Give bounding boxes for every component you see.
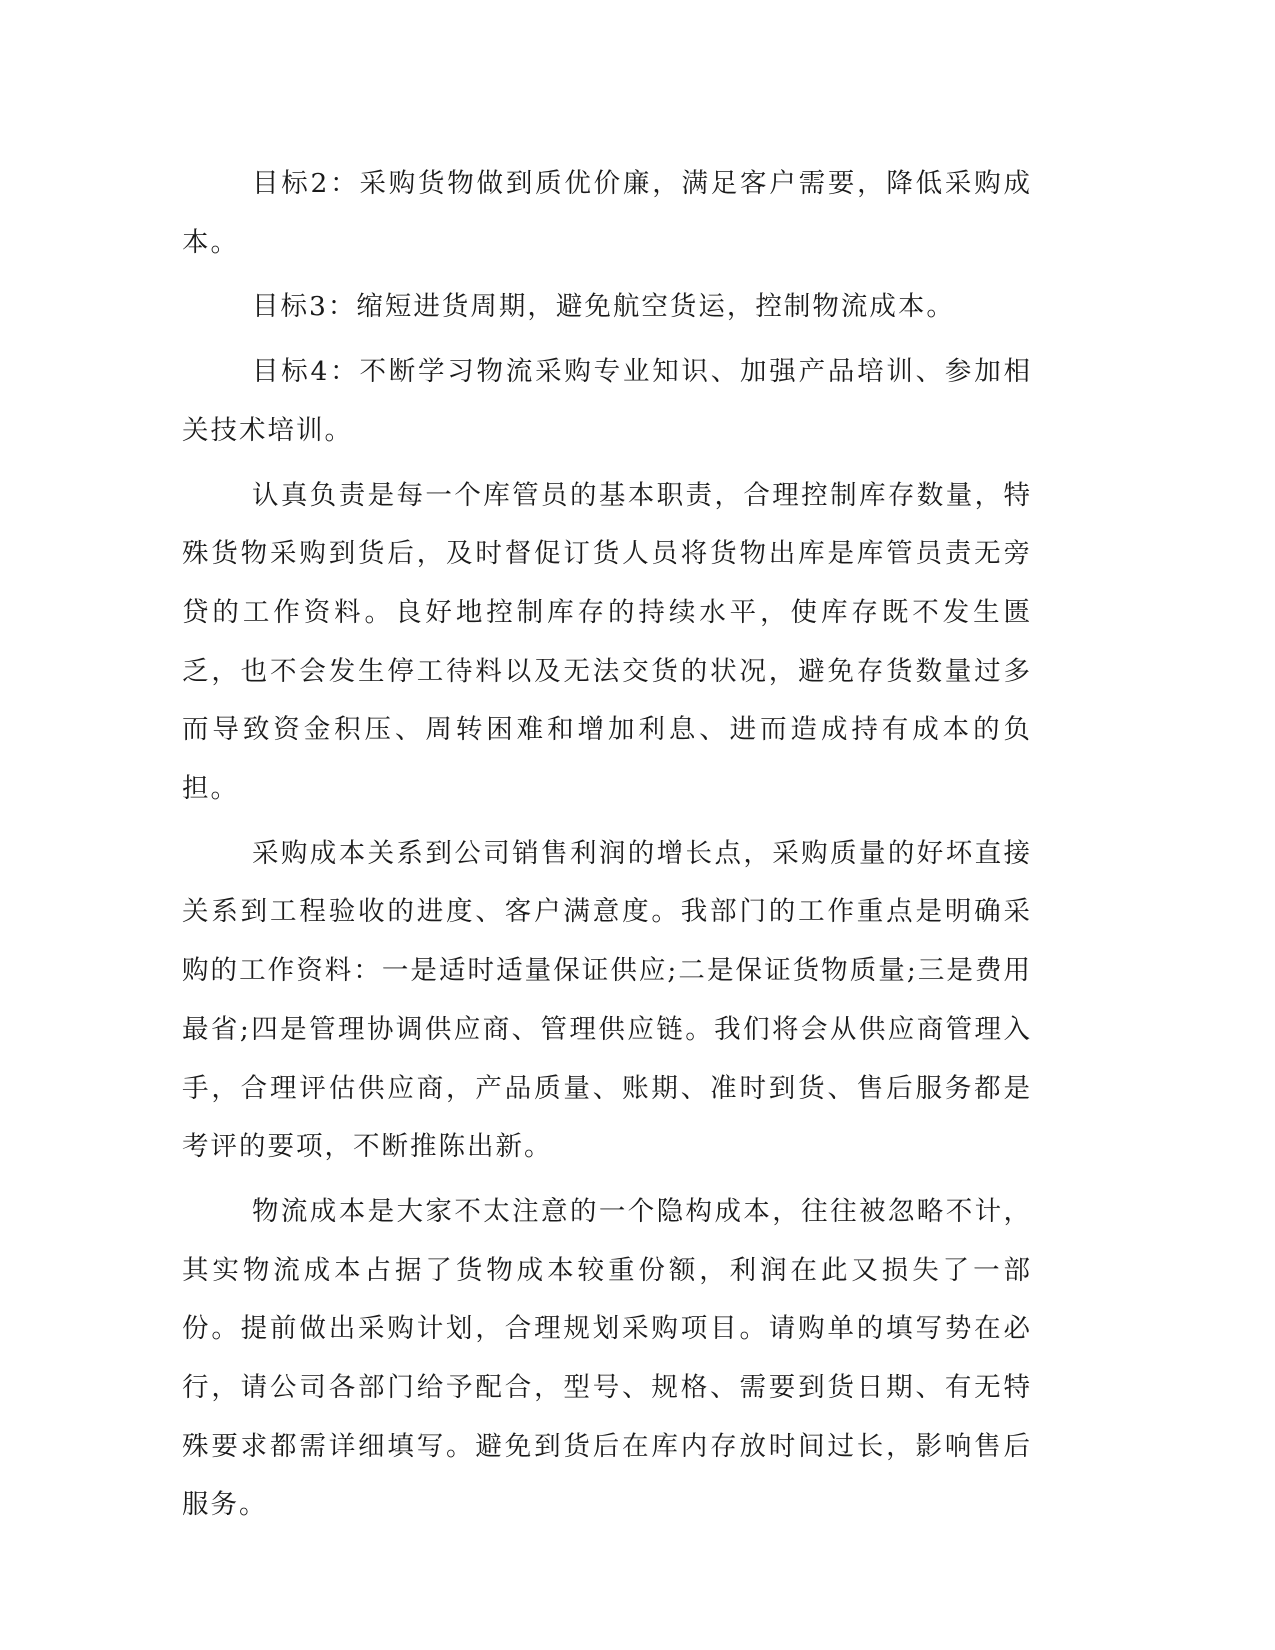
paragraph-goal-4: 目标4：不断学习物流采购专业知识、加强产品培训、参加相关技术培训。 — [182, 356, 1032, 446]
paragraph-goal-2: 目标2：采购货物做到质优价廉，满足客户需要，降低采购成本。 — [182, 168, 1032, 258]
document-body — [182, 155, 1032, 1541]
paragraph-logistics-cost: 物流成本是大家不太注意的一个隐构成本，往往被忽略不计，其实物流成本占据了货物成本较重份额，利润在此又损失了一部份。提前做出采购计划，合理规划采购项目。请购单的填写势在必行，请公司各部门给予配合，型号、规格、需要到货日期、有无特殊要求都需详细填写。避免到货后在库内存放时间过长，影响售后服务。 — [182, 1195, 1032, 1521]
paragraph-inventory: 认真负责是每一个库管员的基本职责，合理控制库存数量，特殊货物采购到货后，及时督促订货人员将货物出库是库管员责无旁贷的工作资料。良好地控制库存的持续水平，使库存既不发生匮乏，也不会发生停工待料以及无法交货的状况，避免存货数量过多而导致资金积压、周转困难和增加利息、进而造成持有成本的负担。 — [182, 479, 1032, 805]
paragraph-procurement-cost: 采购成本关系到公司销售利润的增长点，采购质量的好坏直接关系到工程验收的进度、客户满意度。我部门的工作重点是明确采购的工作资料：一是适时适量保证供应;二是保证货物质量;三是费用最省;四是管理协调供应商、管理供应链。我们将会从供应商管理入手，合理评估供应商，产品质量、账期、准时到货、售后服务都是考评的要项，不断推陈出新。 — [182, 837, 1032, 1163]
paragraph-goal-3: 目标3：缩短进货周期，避免航空货运，控制物流成本。 — [252, 291, 955, 323]
